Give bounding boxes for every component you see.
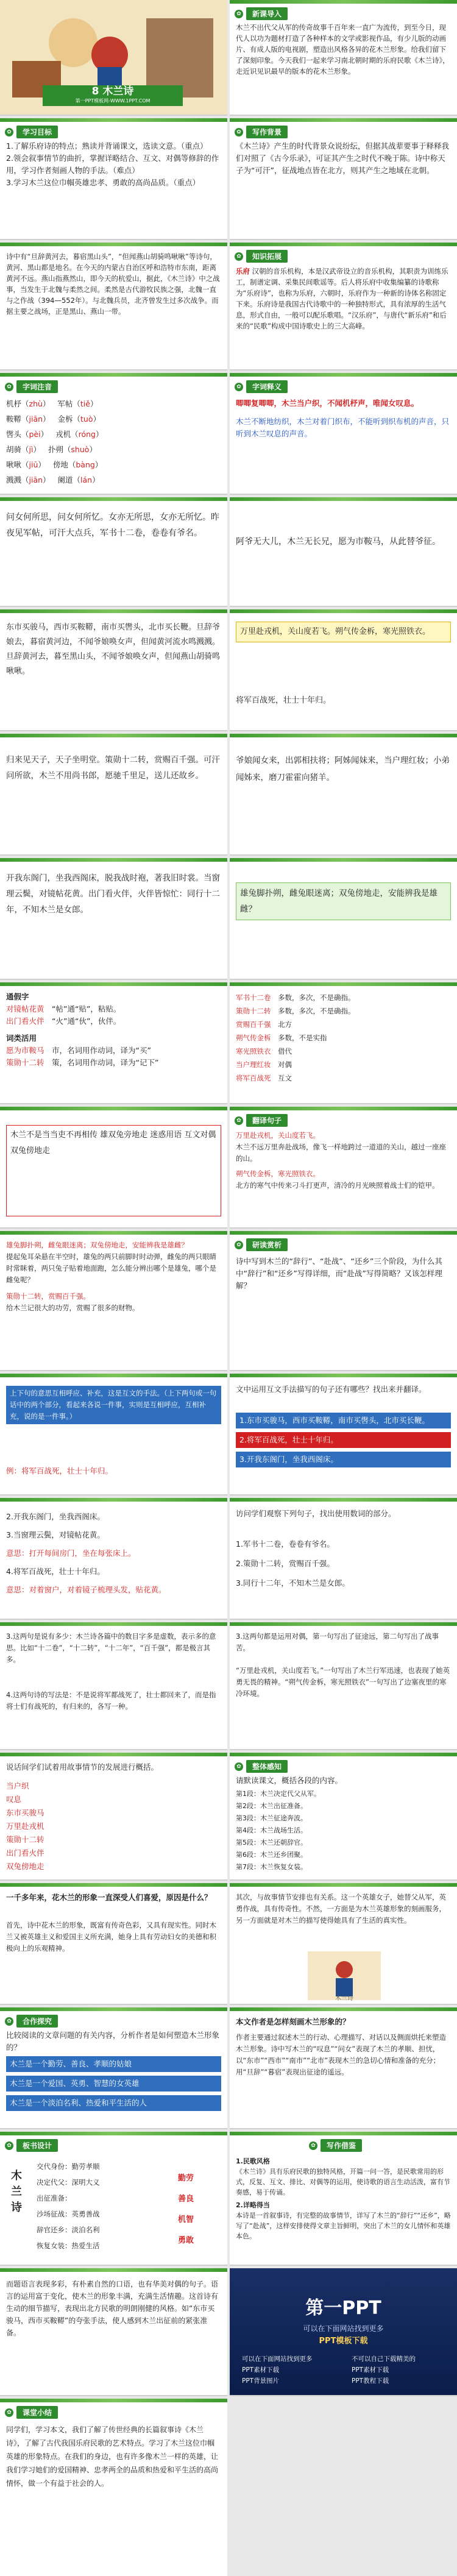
leaf-icon: ✿ [235, 1116, 243, 1125]
poem-text: 归来见天子，天子坐明堂。策勋十二转，赏赐百千强。可汗问所欲，木兰不用尚书郎，愿驰千里足，送儿还故乡。 [6, 755, 220, 781]
top-stripe [0, 1107, 227, 1110]
top-stripe [0, 2007, 227, 2011]
leaf-icon: ✿ [5, 2017, 13, 2026]
slide-image-1 [0, 1883, 227, 2005]
plot-question: 说话间学们试着用故事情节的发展进行概括。 [6, 1762, 159, 1772]
numerals-question: 访问学们观察下列句子，找出使用数词的部分。 [236, 1509, 396, 1518]
board-tags: 勤劳 善良 机智 勇敢 [177, 2174, 194, 2245]
image-answer: 首先，诗中花木兰的形象，既富有传奇色彩，又具有现实性。同时木兰又被英雄主义和爱国主义所充满，她身上具有劳动妇女的美德和积极向上的乐观精神。 [6, 1921, 216, 1953]
slide-plot [0, 1753, 227, 1881]
section-header [235, 1114, 288, 1127]
slide-analysis [230, 1231, 457, 1371]
board-title: 木兰诗 [11, 2170, 22, 2214]
top-stripe [230, 858, 457, 862]
pinyin-row: 啾啾（jiū） 傍地（bàng） [6, 460, 103, 469]
section-title: 新课导入 [246, 7, 288, 20]
slide-writing [230, 2132, 457, 2266]
section-title: 知识拓展 [246, 250, 288, 263]
leaf-icon: ✿ [5, 128, 13, 137]
top-stripe [0, 373, 227, 377]
top-stripe [230, 1231, 457, 1235]
huwen2-list: 2.开我东阁门，坐我西阁床。 3.当窗理云鬓，对镜帖花黄。 意思：打开每间房门，坐在每张床上。 4.将军百战死，壮士十年归。 意思：对着窗户，对着镜子梳理头发，贴花黄。 [6, 1512, 166, 1594]
top-stripe [0, 982, 227, 986]
leaf-icon: ✿ [235, 1762, 243, 1771]
objective-item: 1.了解乐府诗的特点；熟读并背诵课文，选读文意。（重点） [6, 141, 208, 151]
leaf-icon: ✿ [235, 383, 243, 391]
poem-box: 雄兔脚扑朔，雌兔眼迷离；双兔傍地走，安能辨我是雄雌？ [236, 882, 451, 920]
slide-numbers [230, 982, 457, 1104]
slide-poem-2 [0, 497, 227, 607]
section-title: 翻译句子 [246, 1114, 288, 1127]
poem-text: 爷娘闻女来，出郭相扶将；阿姊闻妹来，当户理红妆；小弟闻姊来，磨刀霍霍向猪羊。 [236, 756, 450, 782]
top-stripe [0, 1883, 227, 1887]
ad-col-left: 可以在下面网站找到更多 PPT素材下载 PPT背景图片 [242, 2355, 313, 2385]
leaf-icon: ✿ [5, 2408, 13, 2417]
section-header [5, 380, 58, 393]
slide-background [230, 118, 457, 240]
slide-board [0, 2132, 227, 2266]
context-text: 诗中有“旦辞黄河去，暮宿黑山头”，“但闻燕山胡骑鸣啾啾”等诗句，黄河、黑山都是地名。在今天的内蒙古自治区呼和浩特市东南，距离黄河不远。燕山指燕然山，即今天的杭爱山，据此，《木兰诗》中之战事，当发生于北魏与柔然之间。柔然是古代游牧民族之强，北魏一直与之作战（394—552年）。与北魏兵员，北齐曾发生过多次战争。而据主要之战场，正是黑山、燕山一带。 [6, 252, 220, 316]
slide-poem-8 [0, 858, 227, 980]
grammar-item: 策勋十二转 策，名词用作动词，译为“记下” [6, 1058, 159, 1067]
poem-text: 阿爷无大儿，木兰无长兄，愿为市鞍马，从此替爷征。 [236, 537, 441, 547]
slide-language [0, 2268, 227, 2396]
top-stripe [230, 2007, 457, 2011]
objective-item: 3.学习木兰这位巾帼英雄忠孝、勇敢的高尚品质。（重点） [6, 178, 200, 187]
section-header [5, 2015, 58, 2028]
slide-translate [230, 1107, 457, 1229]
section-title: 板书设计 [16, 2139, 58, 2152]
huoyong-title: 词类活用 [6, 1034, 37, 1043]
top-stripe [0, 1622, 227, 1626]
review-box: 木兰不是当当吏不再相传 雄双兔旁地走 迷惑用语 互文对偶 双兔傍地走 [6, 1125, 221, 1216]
huwen-question: 文中运用互文手法描写的句子还有哪些？找出来并翻译。 [236, 1385, 427, 1394]
pinyin-row: 辔头（pèi） 戎机（róng） [6, 430, 104, 439]
top-stripe [0, 1753, 227, 1756]
slide-knowledge [230, 243, 457, 371]
slide-ad [230, 2268, 457, 2396]
tongjia-title: 通假字 [6, 992, 29, 1001]
objective-item: 2.领会叙事情节的曲折，掌握详略结合、互文、对偶等修辞的作用，学习作者刻画人物的手法。（难点） [6, 154, 219, 175]
slide-poem-7 [230, 734, 457, 856]
translation: 木兰不断地纺织，木兰对着门织布，不能听到织布机的声音，只听到木兰叹息的声音。 [236, 417, 450, 438]
slide-meaning [230, 373, 457, 495]
slide-numerals [230, 1498, 457, 1620]
slide-objectives [0, 118, 227, 240]
slide-review [0, 1107, 227, 1229]
slide-huwen [0, 1374, 227, 1496]
slide-intro [230, 0, 457, 116]
pinyin-row: 鞍鞯（jiān） 金柝（tuò） [6, 414, 101, 424]
top-stripe [0, 1374, 227, 1377]
overview-question: 请默读课文，概括各段的内容。 [236, 1776, 343, 1785]
numbers-body [236, 991, 451, 1085]
lesson-title: 8 木兰诗 [91, 85, 134, 98]
top-stripe [230, 982, 457, 986]
top-stripe [0, 858, 227, 862]
pinyin-row: 溅溅（jiān） 阑道（lán） [6, 475, 100, 484]
section-header [235, 380, 288, 393]
rabbit-body: 雄兔脚扑朔，雌兔眼迷离；双兔傍地走，安能辨我是雄雌？ 提起兔耳朵悬在半空时，雄兔的两只前脚时时动弹，雌兔的两只眼睛时常眯着，两只兔子贴着地面跑，怎么能分辨出哪个是雄兔，哪个是雌兔呢？ 策勋十二转，赏赐百千强。 给木兰记很大的功劳，赏赐了很多的财物。 [6, 1241, 216, 1312]
meaning-body [236, 397, 451, 440]
section-title: 字词注音 [16, 380, 58, 393]
character-answer: 作者主要通过叙述木兰的行动、心理描写、对话以及侧面烘托来塑造木兰形象。诗中写木兰的“叹息”“问女”表现了木兰的孝顺、担忧，以“东市”“西市”“南市”“北市”表现木兰的急切心情和准备的充分；用“旦辞”“暮宿”表现出征途的遥远。 [236, 2033, 446, 2076]
yuefu-label: 乐府 [236, 267, 250, 275]
overview-list: 第1段：木兰决定代父从军。 第2段：木兰出征准备。 第3段：木兰征途奔波。 第4段：木兰战场生活。 第5段：木兰还朝辞官。 第6段：木兰还乡团聚。 第7段：木兰恢复女装。 [236, 1790, 321, 1871]
writing-body: 1.民歌风格 《木兰诗》具有乐府民歌的独特风格，开篇一问一答，是民歌常用的形式，反复、互文、排比、对偶等的运用，使诗歌的语言生动活泼，富有节奏感，易于传诵。 2.详略得当 本诗是一首叙事诗，有完整的故事情节，详写了木兰的“辞行”“还乡”，略写了“赴战”，这样安排使得文章主旨鲜明，突出了木兰的女儿情怀和英雄本色。 [236, 2157, 451, 2240]
analysis-text: 诗中写到木兰的“辞行”、“赴战”、“还乡”三个阶段，为什么其中“辞行”和“还乡”写得详细，而“赴战”写得简略？又该怎样理解？ [236, 1257, 442, 1290]
slide-explain-2 [230, 1622, 457, 1750]
top-stripe [230, 1374, 457, 1377]
section-title: 写作借鉴 [321, 2139, 362, 2152]
poem-text: 问女何所思，问女何所忆。女亦无所思，女亦无所忆。昨夜见军帖，可汗大点兵，军书十二卷，卷卷有爷名。 [6, 513, 219, 538]
slide-image-2 [230, 1883, 457, 2005]
number-row: 策勋十二转 多数，多次，不是确指。 [236, 1007, 355, 1015]
slide-poem-4 [0, 609, 227, 731]
top-stripe [230, 2132, 457, 2135]
explain-text: 3.这两句是说有多少：木兰诗各篇中的数目字多是虚数，表示多的意思。比如“十二卷”，“十二转”，“十二年”，“百千强”，都是极言其多。 [6, 1632, 216, 1664]
pinyin-row: 机杼（zhù） 军帖（tiě） [6, 399, 98, 408]
top-stripe [0, 1498, 227, 1502]
slide-poem-9 [230, 858, 457, 980]
leaf-icon: ✿ [309, 2141, 317, 2150]
board-list: 交代身份：勤劳孝顺 决定代父：深明大义 出征准备： 沙场征战：英勇善战 辞官还乡：淡泊名利 恢复女装：热爱生活 [37, 2162, 100, 2250]
plot-list: 当户织 叹息 东市买骏马 万里赴戎机 策勋十二转 出门看火伴 双兔傍地走 [6, 1781, 44, 1871]
leaf-icon: ✿ [235, 1241, 243, 1249]
section-title: 课堂小结 [16, 2406, 58, 2419]
slide-cooperate [0, 2007, 227, 2129]
top-stripe [230, 1883, 457, 1887]
slide-poem-3 [230, 497, 457, 607]
top-stripe [230, 1622, 457, 1626]
grammar-body [6, 991, 221, 1069]
section-title: 写作背景 [246, 126, 288, 138]
leaf-icon: ✿ [5, 2141, 13, 2150]
section-title: 研读赏析 [246, 1238, 288, 1251]
cooperate-boxes: 木兰是一个勤劳、善良、孝顺的姑娘 木兰是一个爱国、英勇、智慧的女英雄 木兰是一个淡泊名利、热爱和平生活的人 [6, 2056, 221, 2111]
translate-body: 万里赴戎机，关山度若飞。 木兰不远万里奔赴战场，像飞一样地跨过一道道的关山，越过一座座的山。 朔气传金柝，寒光照铁衣。 北方的寒气中传来刁斗打更声，清冷的月光映照着战士们的铠甲。 [236, 1131, 446, 1190]
slide-cover [0, 0, 227, 116]
number-row: 当户理红妆 对偶 [236, 1060, 292, 1069]
top-stripe [0, 243, 227, 246]
slide-poem-5 [230, 609, 457, 731]
slide-context [0, 243, 227, 371]
numerals-list: 1.军书十二卷，卷卷有爷名。 2.策勋十二转，赏赐百千强。 3.同行十二年，不知木兰是女郎。 [236, 1539, 350, 1588]
poem-text: 将军百战死，壮士十年归。 [236, 696, 331, 705]
objectives-list [6, 140, 221, 189]
slide-character [230, 2007, 457, 2129]
top-stripe [0, 2268, 227, 2272]
slide-rabbit [0, 1231, 227, 1371]
poem-text: 开我东阁门，坐我西阁床，脱我战时袍，著我旧时裳。当窗理云鬓，对镜帖花黄。出门看火伴，火伴皆惊忙：同行十二年，不知木兰是女郎。 [6, 873, 220, 915]
cooperate-question: 比较阅读的文章问题的有关内容，分析作者是如何塑造木兰形象的？ [6, 2031, 220, 2052]
knowledge-body [236, 266, 451, 332]
slide-pinyin [0, 373, 227, 495]
ad-col-right: 不可以自己下载精美的 PPT素材下载 PPT教程下载 [352, 2355, 416, 2385]
huwen-note: 上下句的意思互相呼应、补充，这是互文的手法。（上下两句或一句话中的两个部分，看起来各说一件事，实则是互相呼应，互相补充，说的是一件事。） [6, 1386, 221, 1424]
background-text: 《木兰诗》产生的时代背景众说纷纭，但据其战辈要事于释释我们对照了《古今乐录》，可证其产生之时代不晚于陈。诗中称天子为“可汗”，征战地点皆在北方，则其产生之地域在北朝。 [236, 141, 450, 175]
section-title: 合作探究 [16, 2015, 58, 2028]
yuefu-text: 汉朝的音乐机构，本是汉武帝设立的音乐机构，其职责为训练乐工，制谱定调、采集民间歌谣等。后人将乐府中收集编纂的诗歌称为“乐府诗”，也称为乐府，六朝时，乐府作为一种新的诗体名称固定下来。乐府诗是我国古代诗歌中的一种独特形式，具有浓厚的生活气息，形式自由，一般可以配乐歌唱。“汉乐府”，与唐代“新乐府”和后来的“民歌”构成中国诗歌史上的三大高峰。 [236, 267, 448, 330]
slide-poem-6 [0, 734, 227, 856]
huwen-list: 1.东市买骏马，西市买鞍鞯，南市买辔头，北市买长鞭。 2.将军百战死，壮士十年归。 3.开我东阁门，坐我西阁床。 [236, 1413, 451, 1467]
grammar-item: 愿为市鞍马 市，名词用作动词，译为“买” [6, 1046, 151, 1055]
top-stripe [230, 1498, 457, 1502]
section-header [235, 1760, 288, 1773]
top-stripe [230, 373, 457, 377]
top-stripe [230, 0, 457, 4]
top-stripe [0, 1231, 227, 1235]
section-header [5, 126, 58, 138]
section-header [235, 250, 288, 263]
top-stripe [230, 609, 457, 613]
poem-box: 万里赴戎机，关山度若飞。朔气传金柝，寒光照铁衣。 [236, 622, 451, 642]
slide-summary [0, 2399, 227, 2576]
number-row: 寒光照铁衣 借代 [236, 1047, 292, 1056]
section-header [235, 1238, 288, 1251]
top-stripe [230, 497, 457, 501]
section-header [5, 2139, 58, 2152]
cover-title-bar [43, 85, 183, 106]
slide-huwen-2 [0, 1498, 227, 1620]
section-header [5, 2406, 58, 2419]
slide-huwen-find [230, 1374, 457, 1496]
explain-text: 3.这两句都是运用对偶，第一句写出了征途远，第二句写出了战事苦。 [236, 1632, 439, 1652]
huwen-example: 例：将军百战死，壮士十年归。 [6, 1466, 113, 1475]
top-stripe [230, 118, 457, 122]
top-stripe [0, 118, 227, 122]
grammar-item: 对镜帖花黄 “帖”通“贴”，粘贴。 [6, 1004, 121, 1013]
slide-overview [230, 1753, 457, 1881]
slide-explain-1 [0, 1622, 227, 1750]
leaf-icon: ✿ [235, 252, 243, 261]
pinyin-table [6, 396, 221, 488]
slide-grammar [0, 982, 227, 1104]
number-row: 军书十二卷 多数，多次，不是确指。 [236, 993, 355, 1002]
section-header [309, 2139, 362, 2152]
grammar-item: 出门看火伴 “火”通“伙”，伙伴。 [6, 1017, 121, 1026]
section-header [235, 126, 288, 138]
section-title: 字词释义 [246, 380, 288, 393]
explain-text-2: 4.这两句诗的写法是：不是说将军都战死了，壮士都回来了，而是指将士们有战死的，有归来的，各写一种。 [6, 1691, 216, 1711]
summary-text: 同学们，学习本文，我们了解了传世经典的长篇叙事诗《木兰诗》，了解了古代我国乐府民歌的艺术特点。学习了木兰这位巾帼英雄的形象特点。在我们的身边，也有许多像木兰一样的英雄，让我们学习她们的爱国精神、忠孝两全的品质和热爱和平生活的高尚情怀，做一个有益于社会的人。 [6, 2425, 219, 2488]
top-stripe [0, 734, 227, 737]
image-question: 一千多年来，花木兰的形象一直深受人们喜爱，原因是什么？ [6, 1893, 212, 1902]
image-answer: 其次，与故事情节安排也有关系。这一个英雄女子，她替父从军，英勇作战，具有传奇性。不然，一方面是为木兰英雄形象的刻画服务，另一方面就是对木兰的描写使得她具有了生活的真实性。 [236, 1893, 446, 1925]
top-stripe [230, 1753, 457, 1756]
top-stripe [230, 243, 457, 246]
section-title: 学习目标 [16, 126, 58, 138]
section-title: 整体感知 [246, 1760, 288, 1773]
top-stripe [230, 734, 457, 737]
ad-line: 可以在下面网站找到更多 [303, 2324, 384, 2333]
section-header [235, 7, 288, 20]
poem-line: 唧唧复唧唧，木兰当户织，不闻机杼声，唯闻女叹息。 [236, 399, 419, 408]
language-text: 而题语言表现多彩，有朴素自然的口语，也有华美对偶的句子。语言的运用富于变化，使木兰的形象丰满，充满生活情趣。这首诗有生动的细节描写，表现出北方民歌的明朗刚健的风格。如“东市买骏马，西市买鞍鞯”的夸张手法，使人感到木兰出征前的紧张准备。 [6, 2280, 219, 2337]
explain-text-2: “万里赴戎机，关山度若飞。”一句写出了木兰行军迅速，也表现了她英勇无畏的精神。“朔气传金柝，寒光照铁衣”一句写出了边塞夜里的寒冷环境。 [236, 1666, 450, 1698]
top-stripe [0, 2399, 227, 2402]
image-caption: 木兰诗 [335, 1995, 353, 2002]
ad-brand: 第一PPT [305, 2297, 381, 2319]
number-row: 将军百战死 互文 [236, 1074, 292, 1082]
intro-text: 木兰不出代父从军的传奇故事千百年来一直广为流传，到至今日，现代人以功为题材打造了各种样本的文学或影视作品，有少儿版的动画片、有成人版的电视剧，塑造出风格各异的花木兰形象。给我们留下了深刻印象。今天我们一起来学习南北朝时期的乐府民歌《木兰诗》，走近识见识最早的版本的花木兰形象。 [236, 23, 450, 76]
top-stripe [230, 1107, 457, 1110]
number-row: 赏赐百千强 北方 [236, 1020, 292, 1029]
number-row: 朔气传金柝 多数，不是实指 [236, 1034, 327, 1042]
pinyin-row: 胡骑（jì） 扑朔（shuò） [6, 445, 97, 454]
top-stripe [0, 2132, 227, 2135]
top-stripe [0, 497, 227, 501]
ad-line: PPT模板下载 [319, 2336, 368, 2346]
character-question: 本文作者是怎样刻画木兰形象的？ [236, 2017, 350, 2026]
leaf-icon: ✿ [5, 383, 13, 391]
leaf-icon: ✿ [235, 10, 243, 18]
cover-subtitle: 第一PPT模板网-WWW.1PPT.COM [75, 98, 151, 104]
poem-text: 东市买骏马，西市买鞍鞯，南市买辔头，北市买长鞭。旦辞爷娘去，暮宿黄河边，不闻爷娘唤女声，但闻黄河流水鸣溅溅。旦辞黄河去，暮至黑山头，不闻爷娘唤女声，但闻燕山胡骑鸣啾啾。 [6, 623, 221, 676]
leaf-icon: ✿ [235, 128, 243, 137]
top-stripe [0, 609, 227, 613]
